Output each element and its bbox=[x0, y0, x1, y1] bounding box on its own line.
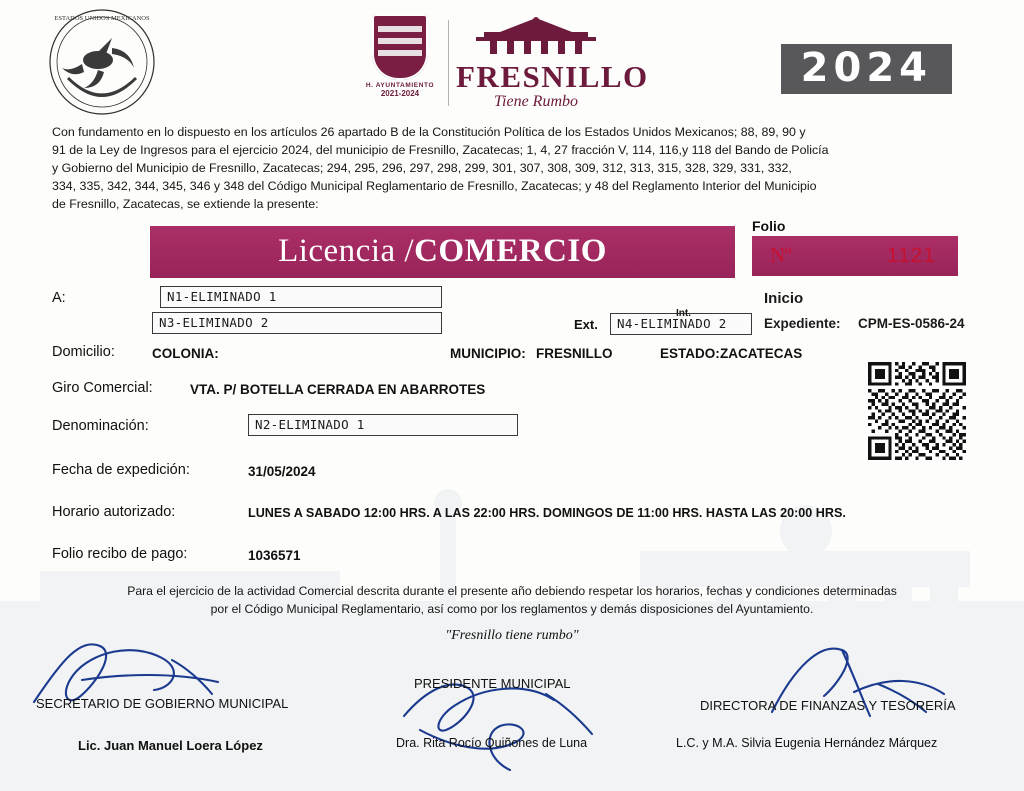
denominacion-label: Denominación: bbox=[52, 417, 149, 434]
municipio-label: MUNICIPIO: bbox=[450, 345, 526, 361]
ayuntamiento-caption: H. AYUNTAMIENTO bbox=[365, 82, 435, 89]
svg-text:ESTADOS UNIDOS MEXICANOS: ESTADOS UNIDOS MEXICANOS bbox=[54, 15, 150, 22]
legal-line-4: 334, 335, 342, 344, 345, 346 y 348 del Código Municipal Reglamentario de Fresnillo, Zacatecas; y 48 del Reglamento Interior del Municipio bbox=[52, 178, 817, 193]
ayuntamiento-logo bbox=[352, 14, 448, 114]
brand-name: FRESNILLO bbox=[456, 59, 649, 94]
header-divider bbox=[448, 20, 449, 106]
brand-tagline: Tiene Rumbo bbox=[494, 93, 578, 110]
fresnillo-brand bbox=[456, 16, 649, 111]
ext-label: Ext. bbox=[574, 316, 598, 332]
document-header bbox=[0, 0, 1024, 120]
legal-line-3: y Gobierno del Municipio de Fresnillo, Zacatecas; 294, 295, 296, 297, 298, 299, 301, 307, 308, 309, 312, 313, 315, 328, 329, 331, 332, bbox=[52, 160, 792, 175]
folio-label: Folio bbox=[752, 217, 786, 234]
inicio-label: Inicio bbox=[764, 289, 804, 307]
recibo-value: 1036571 bbox=[248, 547, 301, 563]
folio-symbol: Nº bbox=[770, 242, 792, 267]
expediente-value: CPM-ES-0586-24 bbox=[858, 315, 965, 331]
signature-title-presidente: PRESIDENTE MUNICIPAL bbox=[414, 676, 571, 691]
folio-number: 1121 bbox=[886, 243, 936, 267]
title-row bbox=[0, 217, 1024, 282]
signature-name-tesoreria: L.C. y M.A. Silvia Eugenia Hernández Márquez bbox=[676, 736, 938, 750]
signature-name-secretario: Lic. Juan Manuel Loera López bbox=[78, 738, 263, 753]
legal-line-5: de Fresnillo, Zacatecas, se extiende la presente: bbox=[52, 196, 319, 211]
denominacion-value-redacted: N2-ELIMINADO 1 bbox=[248, 414, 518, 436]
license-title-part2: COMERCIO bbox=[414, 233, 607, 270]
estado-value: ZACATECAS bbox=[720, 345, 803, 361]
fecha-value: 31/05/2024 bbox=[248, 463, 316, 479]
expediente-label: Expediente: bbox=[764, 315, 841, 331]
qr-code bbox=[868, 362, 966, 460]
recibo-label: Folio recibo de pago: bbox=[52, 545, 188, 562]
a-label: A: bbox=[52, 289, 66, 306]
footer-line-1: Para el ejercicio de la actividad Comercial descrita durante el presente año debiendo respetar los horarios, fechas y condiciones determinadas bbox=[127, 584, 897, 598]
horario-label: Horario autorizado: bbox=[52, 503, 176, 520]
horario-value: LUNES A SABADO 12:00 HRS. A LAS 22:00 HRS. DOMINGOS DE 11:00 HRS. HASTA LAS 20:00 HRS. bbox=[248, 505, 846, 520]
year-badge: 2024 bbox=[781, 44, 952, 94]
ayuntamiento-years: 2021-2024 bbox=[380, 89, 420, 98]
kiosk-icon bbox=[466, 16, 606, 54]
license-title-band bbox=[150, 226, 735, 278]
license-title-part1: Licencia / bbox=[278, 233, 415, 270]
fecha-label: Fecha de expedición: bbox=[52, 461, 190, 478]
footer-paragraph bbox=[52, 582, 972, 619]
folio-block bbox=[752, 218, 958, 276]
signature-title-secretario: SECRETARIO DE GOBIERNO MUNICIPAL bbox=[36, 696, 289, 711]
giro-label: Giro Comercial: bbox=[52, 379, 153, 396]
legal-line-1: Con fundamento en lo dispuesto en los artículos 26 apartado B de la Constitución Política de los Estados Unidos Mexicanos; 88, 89, 90 y bbox=[52, 125, 806, 139]
motto-text: "Fresnillo tiene rumbo" bbox=[445, 628, 579, 643]
ayuntamiento-shield-icon bbox=[372, 14, 428, 80]
mexico-coat-of-arms-icon bbox=[42, 8, 162, 116]
ext-value-redacted: N4-ELIMINADO 2 bbox=[610, 313, 752, 335]
colonia-label: COLONIA: bbox=[152, 345, 219, 361]
legal-paragraph bbox=[52, 124, 972, 214]
municipio-value: FRESNILLO bbox=[536, 345, 613, 361]
signature-name-presidente: Dra. Rita Rocío Quiñones de Luna bbox=[396, 736, 588, 750]
street-value-redacted: N3-ELIMINADO 2 bbox=[152, 312, 442, 334]
folio-band bbox=[752, 236, 958, 276]
domicilio-label: Domicilio: bbox=[52, 343, 115, 360]
estado-label: ESTADO: bbox=[660, 345, 720, 361]
int-label: Int. bbox=[676, 307, 691, 319]
a-value-redacted: N1-ELIMINADO 1 bbox=[160, 286, 442, 308]
legal-line-2: 91 de la Ley de Ingresos para el ejercicio 2024, del municipio de Fresnillo, Zacatecas; 1, 4, 27 fracción V, 114, 116,y 118 del Bando de Policía bbox=[52, 142, 829, 157]
signature-title-tesoreria: DIRECTORA DE FINANZAS Y TESORERÍA bbox=[700, 698, 956, 713]
footer-line-2: por el Código Municipal Reglamentario, así como por los reglamentos y demás disposiciones del Ayuntamiento. bbox=[210, 602, 814, 617]
giro-value: VTA. P/ BOTELLA CERRADA EN ABARROTES bbox=[190, 381, 486, 397]
